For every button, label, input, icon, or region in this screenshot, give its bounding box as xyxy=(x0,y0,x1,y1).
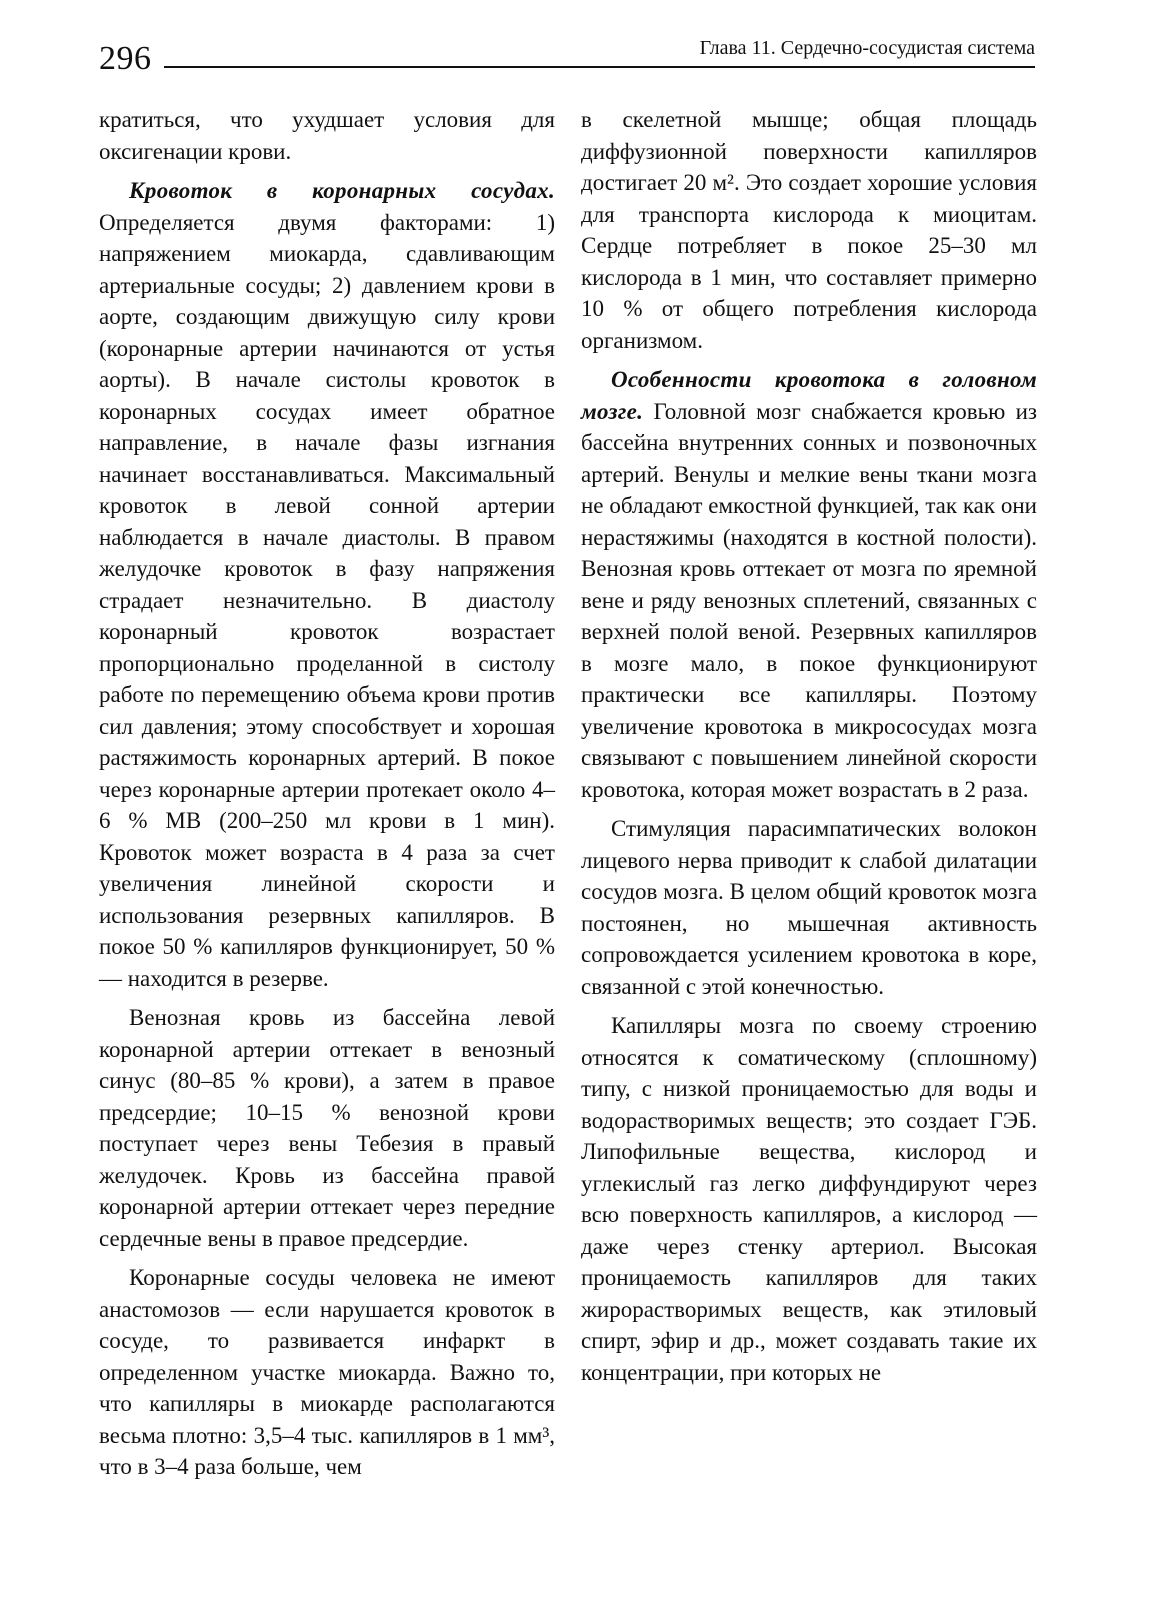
paragraph xyxy=(99,104,555,167)
page-number: 296 xyxy=(99,40,152,77)
section-heading: Кровоток в коронарных сосудах. xyxy=(129,178,555,203)
paragraph xyxy=(581,364,1037,805)
paragraph-text: Венозная кровь из бассейна левой коронарной артерии оттекает в венозный синус (80–85 % крови), а затем в правое предсердие; 10–15 % венозной крови поступает через вены Тебезия в правый желудочек. Кровь из бассейна правой коронарной артерии оттекает через передние сердечные вены в правое предсердие. xyxy=(99,1005,555,1251)
right-column xyxy=(581,104,1037,1396)
running-head: Глава 11. Сердечно-сосудистая система xyxy=(699,37,1035,59)
paragraph-text: кратиться, что ухудшает условия для оксигенации крови. xyxy=(99,107,555,164)
paragraph xyxy=(99,1262,555,1483)
section-heading: Особенности кровотока в головном мозге. xyxy=(581,367,1037,424)
paragraph-text: Головной мозг снабжается кровью из бассейна внутренних сонных и позвоночных артерий. Венулы и мелкие вены ткани мозга не обладают емкостной функцией, так как они нерастяжимы (находятся в костной полости). Венозная кровь оттекает от мозга по яремной вене и ряду венозных сплетений, связанных с верхней полой веной. Резервных капилляров в мозге мало, в покое функционируют практически все капилляры. Поэтому увеличение кровотока в микрососудах мозга связывают с повышением линейной скорости кровотока, которая может возрастать в 2 раза. xyxy=(581,398,1037,802)
paragraph-text: в скелетной мышце; общая площадь диффузионной поверхности капилляров достигает 20 м². Это создает хорошие условия для транспорта кислорода к миоцитам. Сердце потребляет в покое 25–30 мл кислорода в 1 мин, что составляет примерно 10 % от общего потребления кислорода организмом. xyxy=(581,107,1037,353)
paragraph-text: Коронарные сосуды человека не имеют анастомозов — если нарушается кровоток в сосуде, то развивается инфаркт в определенном участке миокарда. Важно то, что капилляры в миокарде располагаются весьма плотно: 3,5–4 тыс. капилляров в 1 мм³, что в 3–4 раза больше, чем xyxy=(99,1265,555,1479)
paragraph-text: Определяется двумя факторами: 1) напряжением миокарда, сдавливающим артериальные сосуды; 2) давлением крови в аорте, создающим движущую силу крови (коронарные артерии начинаются от устья аорты). В начале систолы кровоток в коронарных сосудах имеет обратное направление, в начале фазы изгнания начинает восстанавливаться. Максимальный кровоток в левой сонной артерии наблюдается в начале диастолы. В правом желудочке кровоток в фазу напряжения страдает незначительно. В диастолу коронарный кровоток возрастает пропорционально проделанной в систолу работе по перемещению объема крови против сил давления; этому способствует и хорошая растяжимость коронарных артерий. В покое через коронарные артерии протекает около 4–6 % МВ (200–250 мл крови в 1 мин). Кровоток может возраста в 4 раза за счет увеличения линейной скорости и использования резервных капилляров. В покое 50 % капилляров функционирует, 50 % — находится в резерве. xyxy=(99,209,555,991)
paragraph xyxy=(99,1002,555,1254)
header-rule xyxy=(164,66,1035,68)
paragraph xyxy=(581,813,1037,1002)
paragraph-text: Стимуляция парасимпатических волокон лицевого нерва приводит к слабой дилатации сосудов мозга. В целом общий кровоток мозга постоянен, но мышечная активность сопровождается усилением кровотока в коре, связанной с этой конечностью. xyxy=(581,816,1037,999)
paragraph-text: Капилляры мозга по своему строению относятся к соматическому (сплошному) типу, с низкой проницаемостью для воды и водорастворимых веществ; это создает ГЭБ. Липофильные вещества, кислород и углекислый газ легко диффундируют через всю поверхность капилляров, а кислород — даже через стенку артериол. Высокая проницаемость капилляров для таких жирорастворимых веществ, как этиловый спирт, эфир и др., может создавать такие их концентрации, при которых не xyxy=(581,1013,1037,1385)
paragraph xyxy=(581,104,1037,356)
paragraph xyxy=(99,175,555,994)
left-column xyxy=(99,104,555,1491)
paragraph xyxy=(581,1010,1037,1388)
